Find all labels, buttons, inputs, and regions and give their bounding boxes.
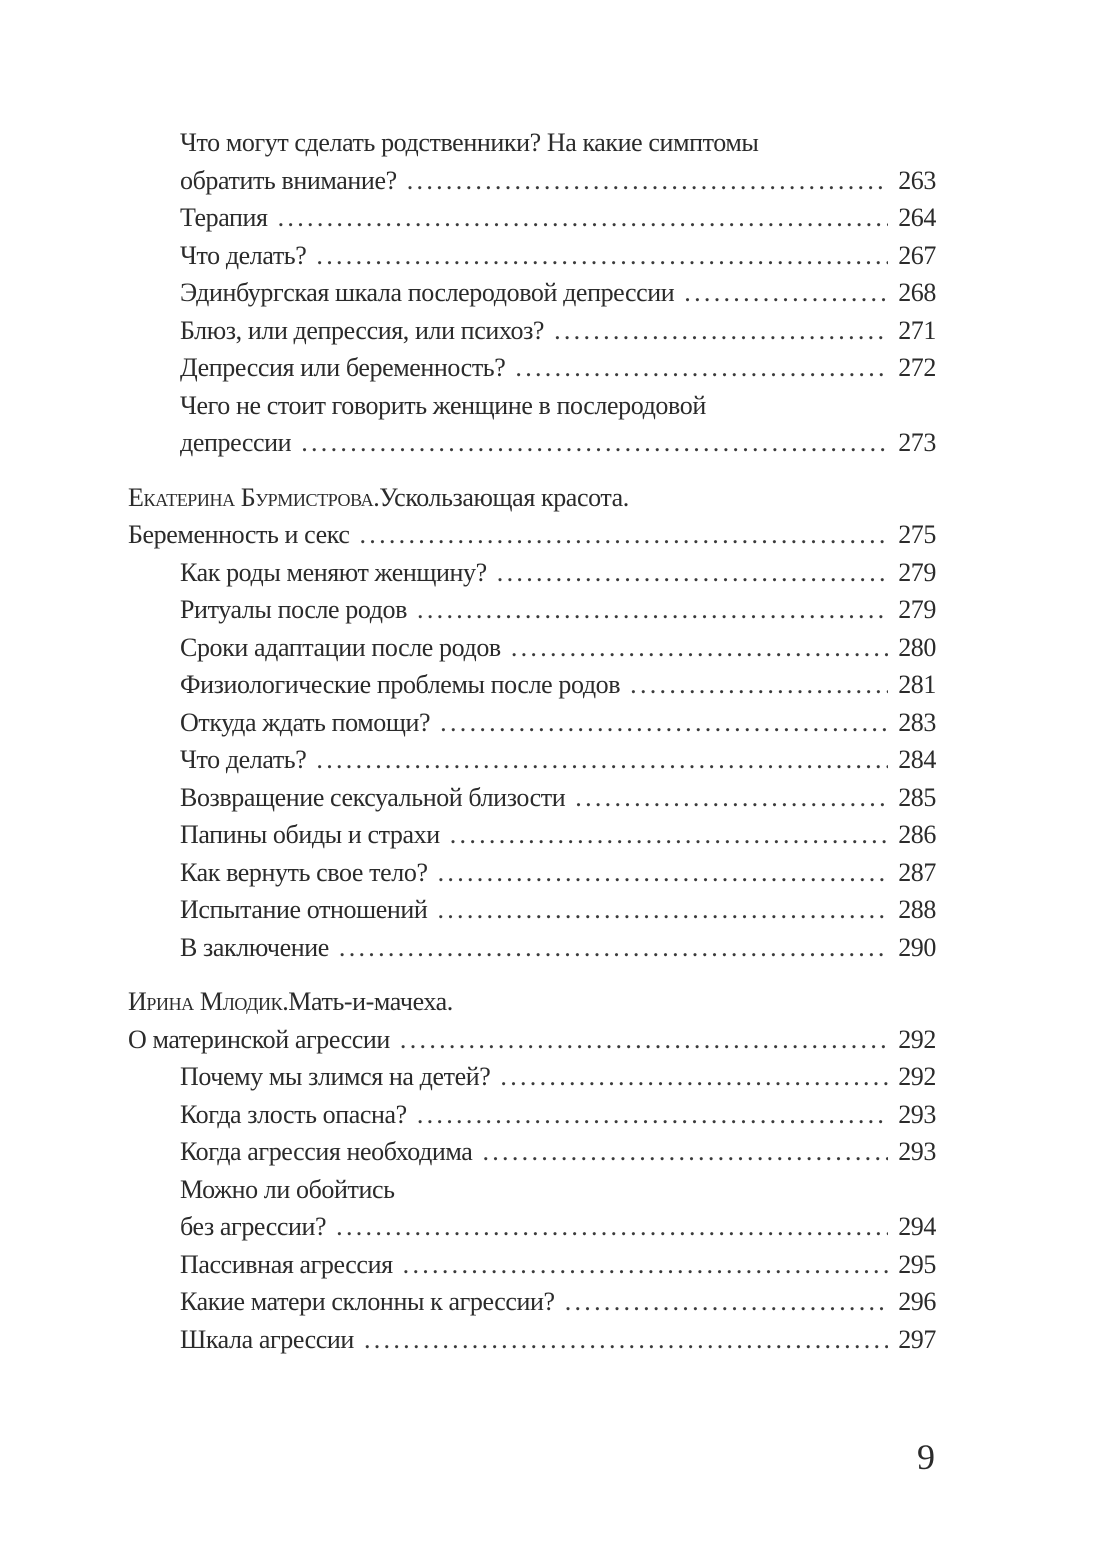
toc-entry xyxy=(128,274,936,312)
entry-title: Что делать? xyxy=(180,745,307,774)
entry-title: Депрессия или беременность? xyxy=(180,353,506,382)
dot-leader xyxy=(316,741,888,779)
toc-entry xyxy=(128,1283,936,1321)
entry-page: 296 xyxy=(898,1287,936,1316)
toc-entry xyxy=(128,199,936,237)
chapter-title: Ускользающая красота. xyxy=(379,482,629,512)
toc-entry xyxy=(128,704,936,742)
toc-entry xyxy=(128,424,936,462)
toc-entry xyxy=(128,1321,936,1359)
entry-title: обратить внимание? xyxy=(180,165,397,195)
entry-page: 272 xyxy=(898,353,936,382)
entry-title: Чего не стоит говорить женщине в послеродовой xyxy=(180,390,706,420)
entry-page: 292 xyxy=(898,1024,936,1054)
dot-leader xyxy=(364,1321,888,1359)
dot-leader xyxy=(407,162,888,200)
dot-leader xyxy=(438,854,888,892)
dot-leader xyxy=(500,1058,888,1096)
dot-leader xyxy=(336,1208,888,1246)
section-heading xyxy=(128,983,936,1021)
entry-title: Как вернуть свое тело? xyxy=(180,857,428,887)
dot-leader xyxy=(450,816,888,854)
toc-entry xyxy=(128,1058,936,1096)
dot-leader xyxy=(359,516,888,554)
dot-leader xyxy=(684,274,888,312)
dot-leader xyxy=(565,1283,888,1321)
entry-page: 279 xyxy=(898,595,936,624)
dot-leader xyxy=(417,1096,888,1134)
entry-title: Какие матери склонны к агрессии? xyxy=(180,1287,555,1316)
toc-entry xyxy=(128,237,936,275)
section-gap xyxy=(128,462,936,479)
toc-entry xyxy=(128,741,936,779)
entry-page: 295 xyxy=(898,1249,936,1279)
entry-title: Блюз, или депрессия, или психоз? xyxy=(180,315,545,345)
entry-page: 292 xyxy=(898,1062,936,1091)
entry-title: Сроки адаптации после родов xyxy=(180,632,501,662)
dot-leader xyxy=(301,424,888,462)
entry-title: Эдинбургская шкала послеродовой депрессии xyxy=(180,278,675,307)
entry-page: 264 xyxy=(898,203,936,232)
dot-leader xyxy=(515,349,888,387)
toc-entry xyxy=(128,124,936,162)
entry-title: Почему мы злимся на детей? xyxy=(180,1062,491,1091)
toc-entry xyxy=(128,554,936,592)
entry-title: Беременность и секс xyxy=(128,520,350,549)
dot-leader xyxy=(437,891,888,929)
table-of-contents xyxy=(128,124,936,1358)
dot-leader xyxy=(417,591,888,629)
toc-entry xyxy=(128,629,936,667)
dot-leader xyxy=(554,312,888,350)
toc-entry xyxy=(128,1096,936,1134)
entry-page: 271 xyxy=(898,315,936,345)
dot-leader xyxy=(316,237,888,275)
entry-page: 263 xyxy=(898,165,936,195)
toc-entry xyxy=(128,779,936,817)
toc-entry xyxy=(128,1208,936,1246)
entry-page: 297 xyxy=(898,1324,936,1354)
author-name: Ирина Млодик. xyxy=(128,987,289,1016)
entry-page: 273 xyxy=(898,428,936,457)
dot-leader xyxy=(575,779,888,817)
entry-title: Что делать? xyxy=(180,240,307,270)
entry-page: 286 xyxy=(898,820,936,849)
dot-leader xyxy=(511,629,888,667)
entry-page: 281 xyxy=(898,670,936,699)
entry-page: 284 xyxy=(898,745,936,774)
entry-title: Шкала агрессии xyxy=(180,1324,354,1354)
dot-leader xyxy=(278,199,888,237)
toc-entry xyxy=(128,1133,936,1171)
entry-title: Испытание отношений xyxy=(180,895,428,924)
toc-entry xyxy=(128,162,936,200)
entry-title: Можно ли обойтись xyxy=(180,1174,395,1204)
dot-leader xyxy=(630,666,888,704)
entry-title: Когда агрессия необходима xyxy=(180,1137,473,1166)
entry-title: Папины обиды и страхи xyxy=(180,820,440,849)
entry-title: Возвращение сексуальной близости xyxy=(180,782,566,812)
toc-entry xyxy=(128,891,936,929)
entry-title: В заключение xyxy=(180,932,329,962)
entry-page: 283 xyxy=(898,707,936,737)
toc-entry xyxy=(128,516,936,554)
dot-leader xyxy=(497,554,888,592)
entry-title: Когда злость опасна? xyxy=(180,1099,407,1129)
chapter-title: Мать-и-мачеха. xyxy=(288,987,453,1016)
dot-leader xyxy=(400,1021,888,1059)
entry-page: 288 xyxy=(898,895,936,924)
dot-leader xyxy=(482,1133,888,1171)
entry-page: 268 xyxy=(898,278,936,307)
entry-page: 275 xyxy=(898,520,936,549)
section-heading xyxy=(128,479,936,517)
entry-page: 279 xyxy=(898,557,936,587)
dot-leader xyxy=(403,1246,888,1284)
section-gap xyxy=(128,966,936,983)
entry-page: 267 xyxy=(898,240,936,270)
entry-page: 285 xyxy=(898,782,936,812)
entry-title: Что могут сделать родственники? На какие симптомы xyxy=(180,128,759,157)
toc-entry xyxy=(128,1171,936,1209)
entry-title: Пассивная агрессия xyxy=(180,1249,393,1279)
toc-entry xyxy=(128,1021,936,1059)
entry-title: депрессии xyxy=(180,428,292,457)
entry-page: 280 xyxy=(898,632,936,662)
entry-page: 293 xyxy=(898,1099,936,1129)
entry-title: О материнской агрессии xyxy=(128,1024,390,1054)
toc-entry xyxy=(128,854,936,892)
toc-entry xyxy=(128,349,936,387)
dot-leader xyxy=(440,704,888,742)
entry-title: Как роды меняют женщину? xyxy=(180,557,487,587)
dot-leader xyxy=(339,929,888,967)
toc-entry xyxy=(128,312,936,350)
toc-entry xyxy=(128,1246,936,1284)
toc-entry xyxy=(128,591,936,629)
toc-entry xyxy=(128,929,936,967)
entry-title: Физиологические проблемы после родов xyxy=(180,670,621,699)
toc-entry xyxy=(128,816,936,854)
toc-entry xyxy=(128,666,936,704)
entry-title: Ритуалы после родов xyxy=(180,595,408,624)
entry-page: 290 xyxy=(898,932,936,962)
page-number: 9 xyxy=(917,1437,935,1477)
entry-page: 293 xyxy=(898,1137,936,1166)
author-name: Екатерина Бурмистрова. xyxy=(128,482,380,512)
entry-title: Терапия xyxy=(180,203,268,232)
entry-page: 294 xyxy=(898,1212,936,1241)
entry-page: 287 xyxy=(898,857,936,887)
entry-title: без агрессии? xyxy=(180,1212,327,1241)
entry-title: Откуда ждать помощи? xyxy=(180,707,431,737)
toc-entry xyxy=(128,387,936,425)
